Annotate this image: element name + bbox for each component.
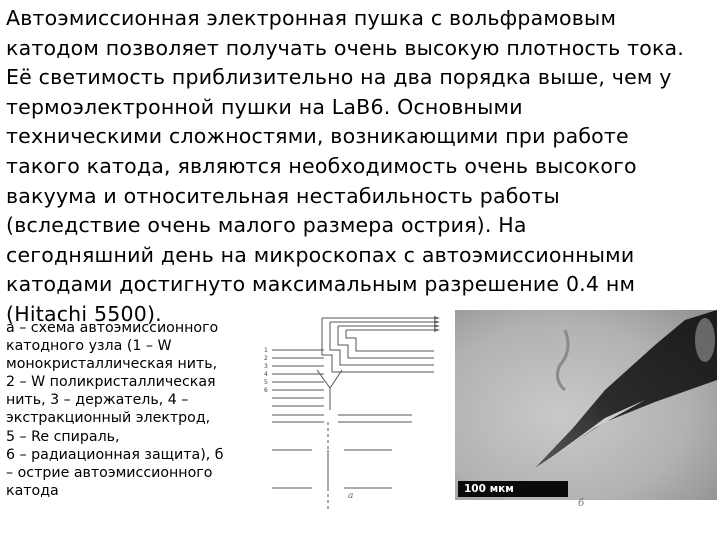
micrograph-image xyxy=(455,310,717,500)
caption-line: катода xyxy=(6,482,59,499)
caption-line: катодного узла (1 – W xyxy=(6,338,172,355)
text-line: (вследствие очень малого размера острия). На xyxy=(6,213,527,238)
photo-label: б xyxy=(578,498,585,509)
text-line: термоэлектронной пушки на LaB6. Основными xyxy=(6,94,523,119)
diagram-number: 5 xyxy=(264,379,268,386)
text-line: сегодняшний день на микроскопах с автоэмиссионными xyxy=(6,242,635,267)
caption-line: 2 – W поликристаллическая xyxy=(6,374,216,391)
text-line: вакуума и относительная нестабильность работы xyxy=(6,183,560,208)
text-line: катодом позволяет получать очень высокую плотность тока. xyxy=(6,35,685,60)
diagram-label: а xyxy=(348,491,354,501)
text-line: (Hitachi 5500). xyxy=(6,301,162,326)
caption-line: экстракционный электрод, xyxy=(6,410,211,427)
text-line: такого катода, являются необходимость очень высокого xyxy=(6,153,637,178)
text-line: Её светимость приблизительно на два порядка выше, чем у xyxy=(6,65,672,90)
diagram-number: 6 xyxy=(264,387,268,394)
diagram-number: 1 xyxy=(264,347,268,354)
scale-bar: 100 мкм xyxy=(458,481,568,497)
caption-line: а – схема автоэмиссионного xyxy=(6,320,219,336)
caption-line: – острие автоэмиссионного xyxy=(6,464,213,481)
diagram-number: 2 xyxy=(264,355,268,362)
figure-caption xyxy=(6,319,256,500)
diagram-number: 3 xyxy=(264,363,268,370)
diagram-number: 4 xyxy=(264,371,268,378)
cathode-schematic xyxy=(262,310,447,530)
cathode-tip-micrograph xyxy=(455,310,717,500)
text-line: Автоэмиссионная электронная пушка с вольфрамовым xyxy=(6,6,617,30)
main-paragraph xyxy=(6,4,716,330)
text-line: техническими сложностями, возникающими при работе xyxy=(6,124,629,149)
text-line: катодами достигнуто максимальным разрешение 0.4 нм xyxy=(6,272,636,297)
caption-line: монокристаллическая нить, xyxy=(6,356,218,373)
caption-line: 5 – Re спираль, xyxy=(6,428,120,445)
caption-line: нить, 3 – держатель, 4 – xyxy=(6,392,189,409)
caption-line: 6 – радиационная защита), б xyxy=(6,446,224,463)
